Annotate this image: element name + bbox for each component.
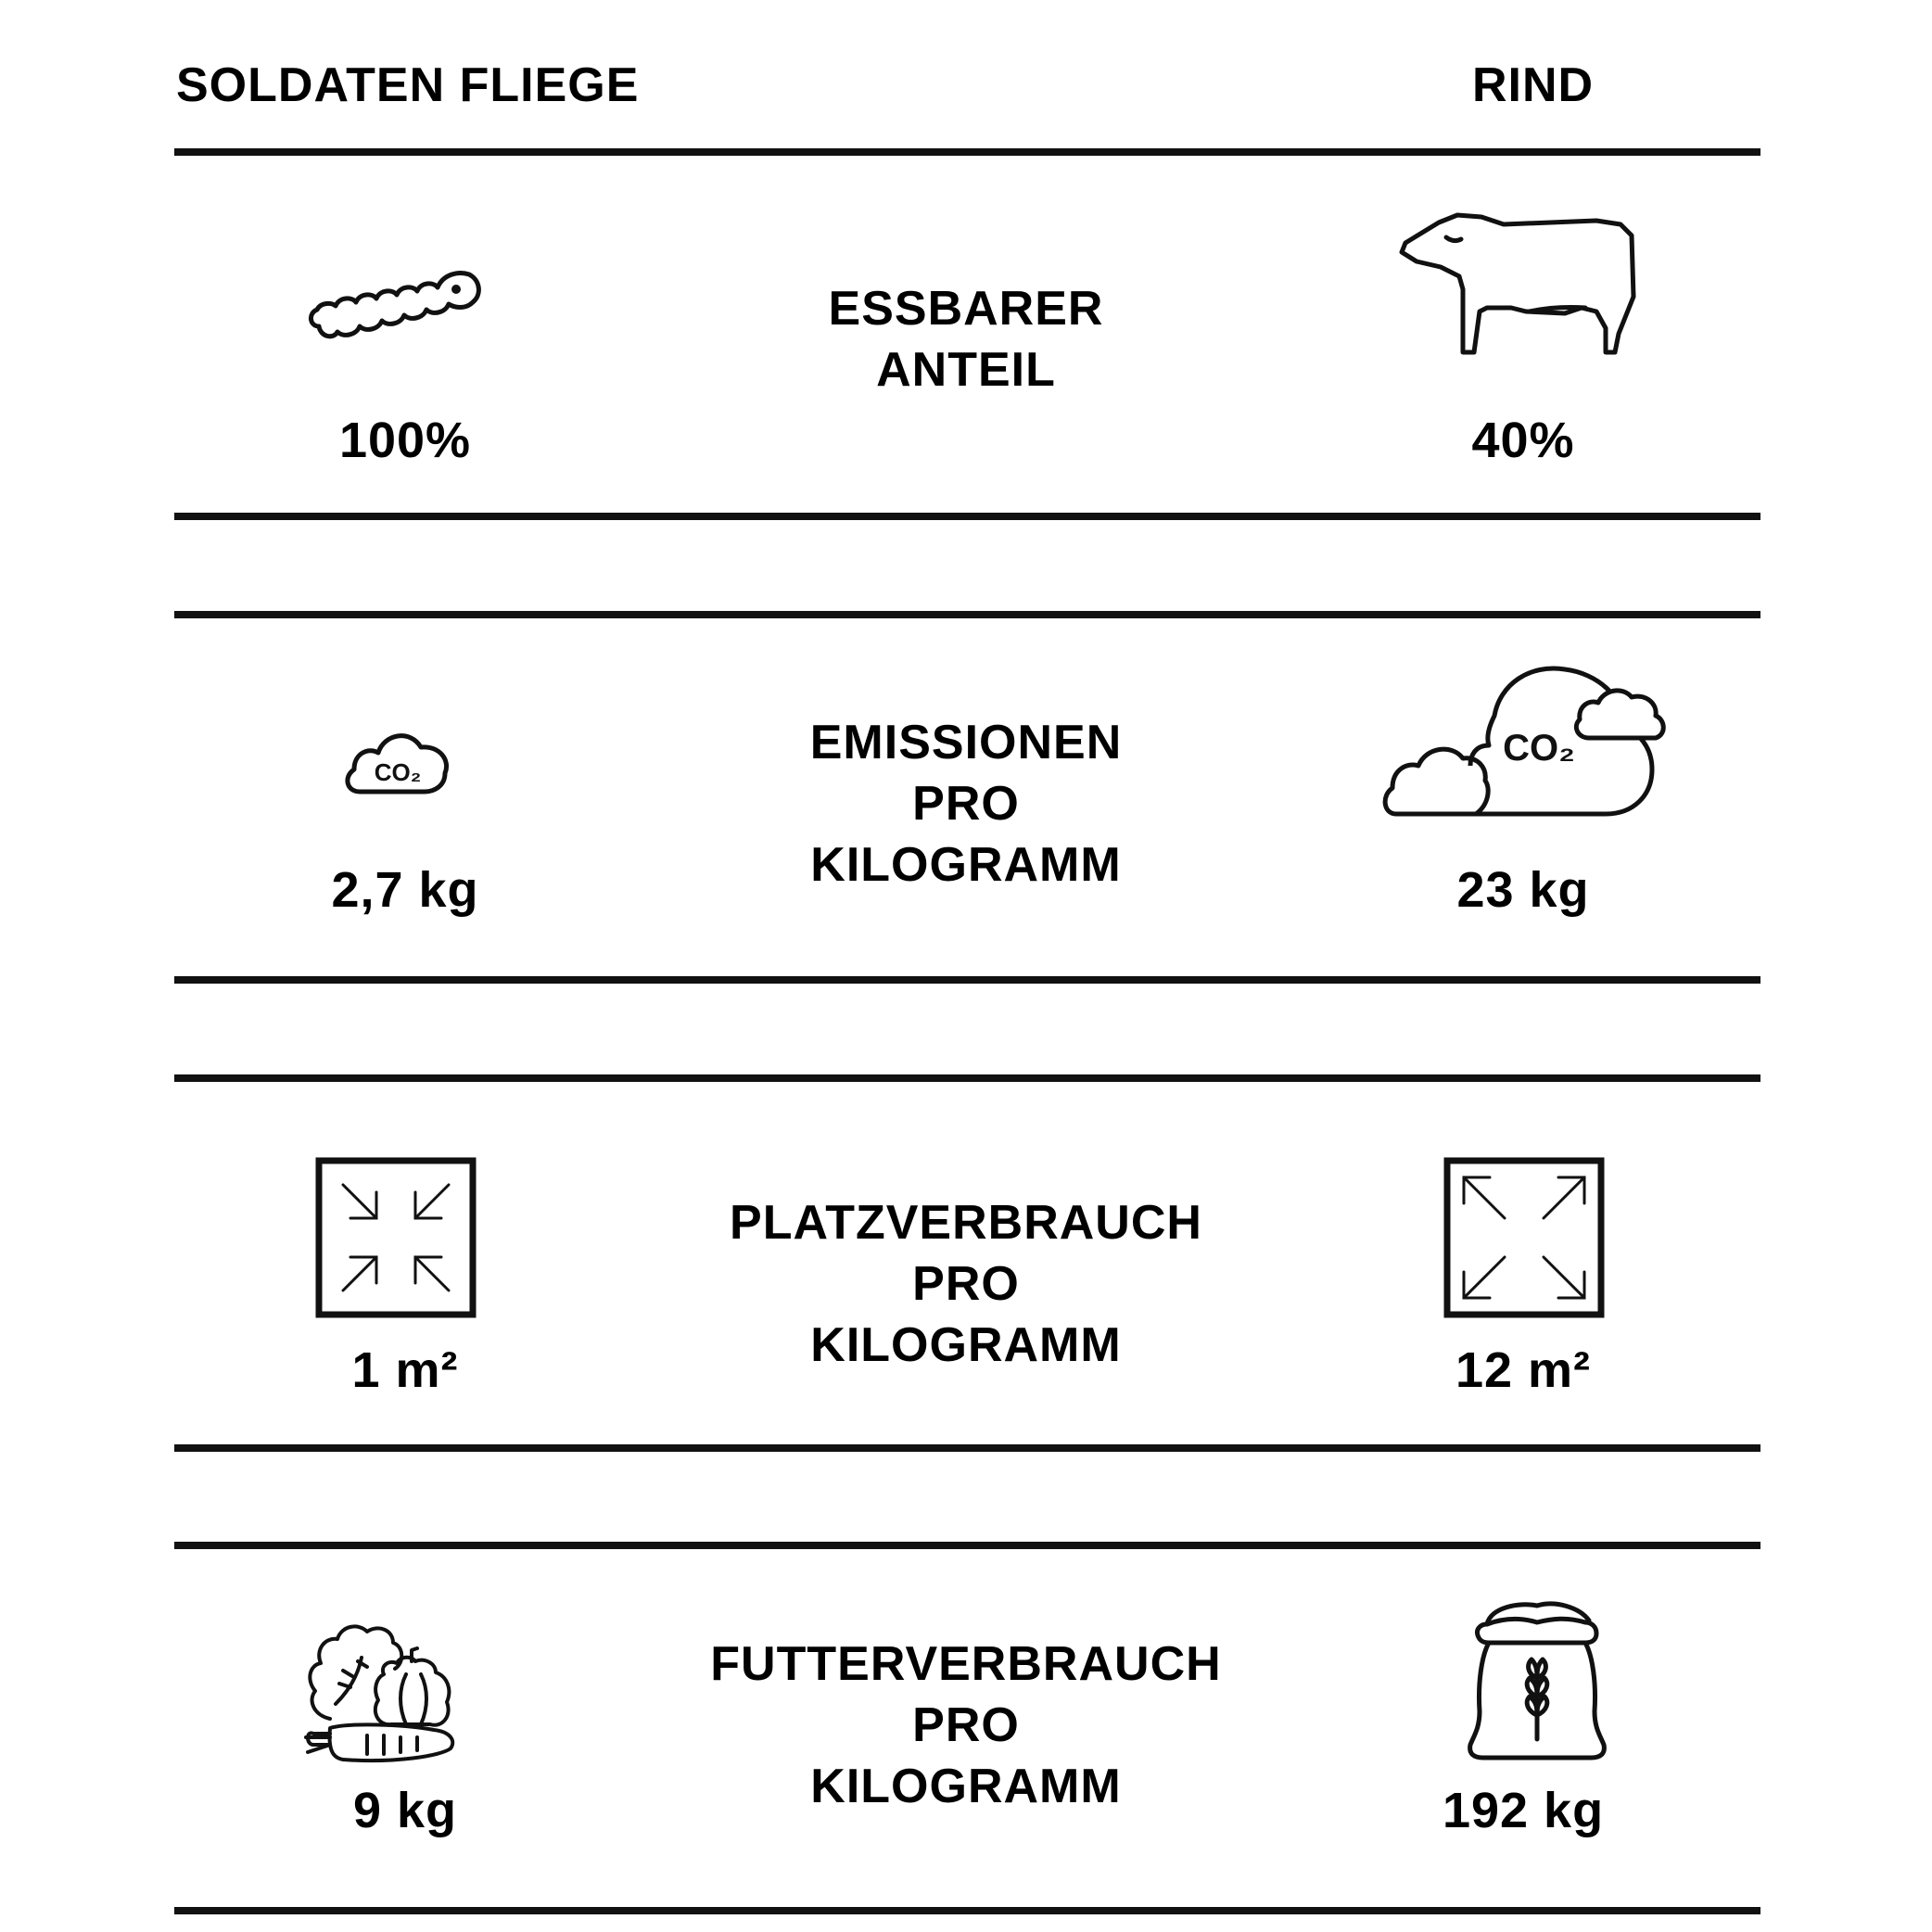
expand-arrows-icon — [1443, 1157, 1605, 1318]
left-value-space-usage: 1 m² — [351, 1342, 459, 1398]
metric-label-edible-share: ESSBARER ANTEIL — [828, 282, 1104, 397]
vegetables-icon — [302, 1615, 475, 1773]
co2-small-label: CO₂ — [374, 758, 422, 786]
co2-clouds-large-icon — [1383, 666, 1689, 823]
left-value-emissions: 2,7 kg — [331, 862, 479, 918]
divider — [174, 611, 1760, 618]
left-value-edible-share: 100% — [338, 413, 472, 468]
left-value-feed-usage: 9 kg — [352, 1783, 458, 1838]
divider — [174, 976, 1760, 984]
right-column-title: RIND — [1472, 58, 1595, 112]
co2-cloud-small-icon — [341, 725, 452, 799]
metric-label-emissions: EMISSIONEN PRO KILOGRAMM — [809, 716, 1123, 892]
larva-icon — [306, 261, 482, 345]
right-value-edible-share: 40% — [1471, 413, 1575, 468]
co2-large-label: CO₂ — [1503, 728, 1575, 769]
divider — [174, 1444, 1760, 1452]
divider — [174, 1074, 1760, 1082]
right-value-emissions: 23 kg — [1456, 862, 1590, 918]
divider — [174, 1542, 1760, 1549]
shrink-arrows-icon — [315, 1157, 477, 1318]
left-column-title: SOLDATEN FLIEGE — [176, 58, 640, 112]
right-value-space-usage: 12 m² — [1455, 1342, 1592, 1398]
right-value-feed-usage: 192 kg — [1442, 1783, 1605, 1838]
divider — [174, 513, 1760, 520]
divider — [174, 1907, 1760, 1914]
metric-label-space-usage: PLATZVERBRAUCH PRO KILOGRAMM — [730, 1196, 1202, 1372]
metric-label-feed-usage: FUTTERVERBRAUCH PRO KILOGRAMM — [710, 1637, 1222, 1813]
cow-icon — [1400, 211, 1641, 362]
grain-sack-icon — [1463, 1600, 1611, 1763]
divider — [174, 148, 1760, 156]
